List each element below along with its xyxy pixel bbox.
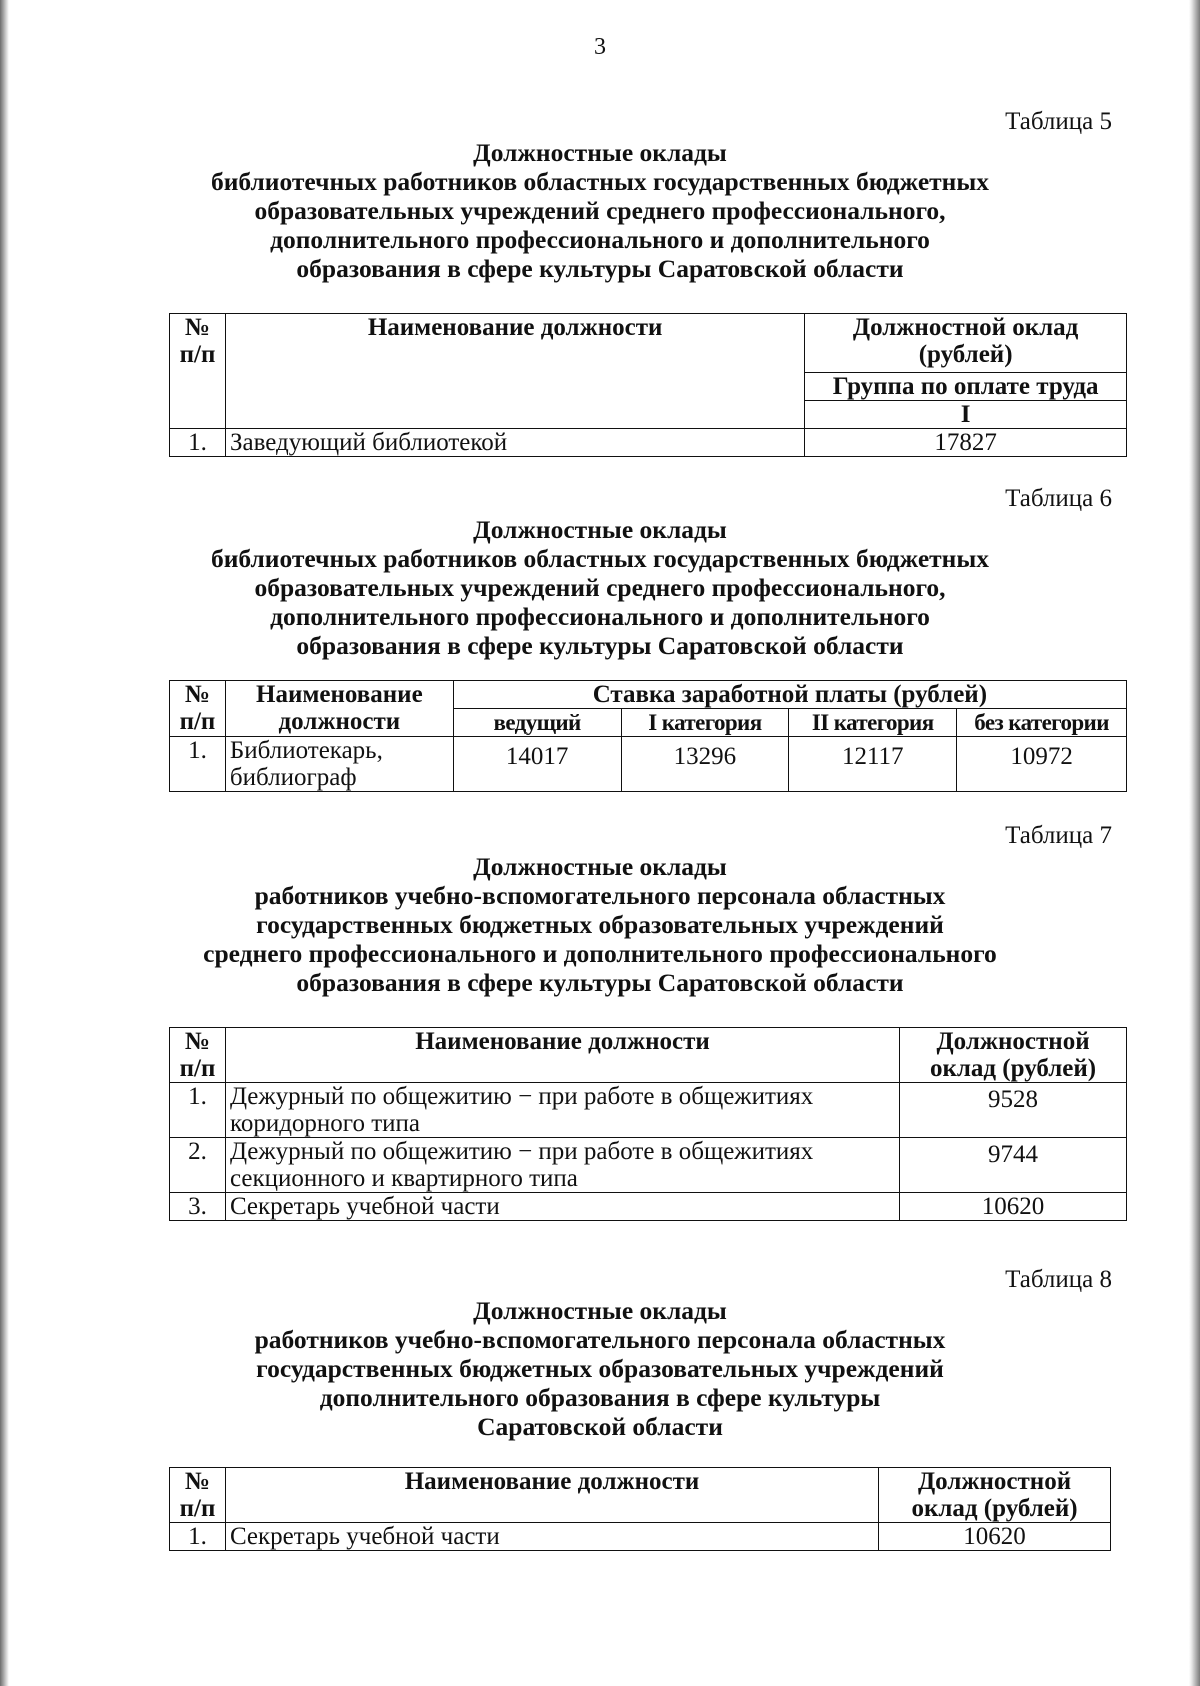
table-5-header-group-num: I [805,401,1127,429]
table-5-heading [170,138,1030,283]
table-5-header-salary: Должностной оклад (рублей) [805,314,1127,373]
table-8-heading [170,1296,1030,1441]
table-7-heading-line: государственных бюджетных образовательных учреждений [256,910,944,939]
table-6-heading-line: библиотечных работников областных государственных бюджетных [210,544,990,573]
table-5-heading-line: образовательных учреждений среднего профессионального, [254,196,946,225]
table-5 [169,313,1127,457]
table-5-header-name: Наименование должности [225,314,804,429]
table-row [170,737,1127,792]
table-6-heading-line: образования в сфере культуры Саратовской области [296,631,904,660]
table-8-header-salary: Должностной оклад (рублей) [879,1468,1111,1523]
table-6-header-category: I категория [621,709,789,737]
table-6-cell-name: Библиотекарь, библиограф [225,737,453,792]
table-6-cell-num: 1. [170,737,226,792]
table-8-header-name: Наименование должности [225,1468,878,1523]
table-8 [169,1467,1111,1551]
scan-edge-left [0,0,9,1686]
table-8-heading-line: дополнительного образования в сфере культуры [319,1383,881,1412]
table-6-header-category: II категория [789,709,957,737]
table-7-cell-num: 3. [170,1193,226,1221]
table-6-cell-value: 14017 [453,737,621,792]
table-6-cell-value: 10972 [957,737,1127,792]
table-8-heading-line: работников учебно-вспомогательного персонала областных [254,1325,946,1354]
table-6-header-category: ведущий [453,709,621,737]
table-5-header-num: № п/п [170,314,226,429]
table-8-heading-line: Должностные оклады [473,1296,727,1325]
table-row [170,429,1127,457]
table-7-cell-num: 1. [170,1083,226,1138]
table-6 [169,680,1127,792]
table-8-cell-num: 1. [170,1523,226,1551]
table-8-label: Таблица 8 [1005,1266,1112,1293]
table-row [170,1193,1127,1221]
table-row [170,1138,1127,1193]
table-5-heading-line: Должностные оклады [473,138,727,167]
table-5-label: Таблица 5 [1005,108,1112,135]
table-5-cell-name: Заведующий библиотекой [225,429,804,457]
table-7-header-salary: Должностной оклад (рублей) [900,1028,1127,1083]
table-6-header-category: без категории [957,709,1127,737]
table-row [170,1083,1127,1138]
table-5-cell-value: 17827 [805,429,1127,457]
table-5-heading-line: образования в сфере культуры Саратовской области [296,254,904,283]
table-6-header-num: № п/п [170,681,226,737]
table-5-heading-line: библиотечных работников областных государственных бюджетных [210,167,990,196]
table-8-header-num: № п/п [170,1468,226,1523]
table-7-heading-line: среднего профессионального и дополнительного профессионального [203,939,997,968]
table-7-cell-name: Дежурный по общежитию − при работе в общежитиях секционного и квартирного типа [225,1138,899,1193]
table-6-heading-line: дополнительного профессионального и дополнительного [270,602,930,631]
table-7-cell-name: Дежурный по общежитию − при работе в общежитиях коридорного типа [225,1083,899,1138]
table-8-cell-value: 10620 [879,1523,1111,1551]
table-6-heading-line: образовательных учреждений среднего профессионального, [254,573,946,602]
table-7-heading [170,852,1030,997]
table-row [170,1523,1111,1551]
table-6-heading [170,515,1030,660]
table-7-heading-line: образования в сфере культуры Саратовской области [296,968,904,997]
table-7-cell-name: Секретарь учебной части [225,1193,899,1221]
scan-edge-right [1189,0,1200,1686]
table-7-label: Таблица 7 [1005,822,1112,849]
table-6-header-name: Наименование должности [225,681,453,737]
table-7 [169,1027,1127,1221]
table-7-header-name: Наименование должности [225,1028,899,1083]
table-8-cell-name: Секретарь учебной части [225,1523,878,1551]
table-8-heading-line: государственных бюджетных образовательных учреждений [256,1354,944,1383]
table-7-cell-value: 10620 [900,1193,1127,1221]
table-7-heading-line: работников учебно-вспомогательного персонала областных [254,881,946,910]
table-6-header-rate: Ставка заработной платы (рублей) [453,681,1126,709]
table-8-heading-line: Саратовской области [477,1412,723,1441]
table-6-label: Таблица 6 [1005,485,1112,512]
table-6-heading-line: Должностные оклады [473,515,727,544]
table-6-cell-value: 13296 [621,737,789,792]
table-5-cell-num: 1. [170,429,226,457]
table-7-cell-value: 9744 [900,1138,1127,1193]
page-number: 3 [594,34,606,60]
table-7-cell-value: 9528 [900,1083,1127,1138]
table-7-cell-num: 2. [170,1138,226,1193]
table-5-heading-line: дополнительного профессионального и дополнительного [270,225,930,254]
table-7-heading-line: Должностные оклады [473,852,727,881]
table-6-cell-value: 12117 [789,737,957,792]
table-7-header-num: № п/п [170,1028,226,1083]
table-5-header-group: Группа по оплате труда [805,373,1127,401]
